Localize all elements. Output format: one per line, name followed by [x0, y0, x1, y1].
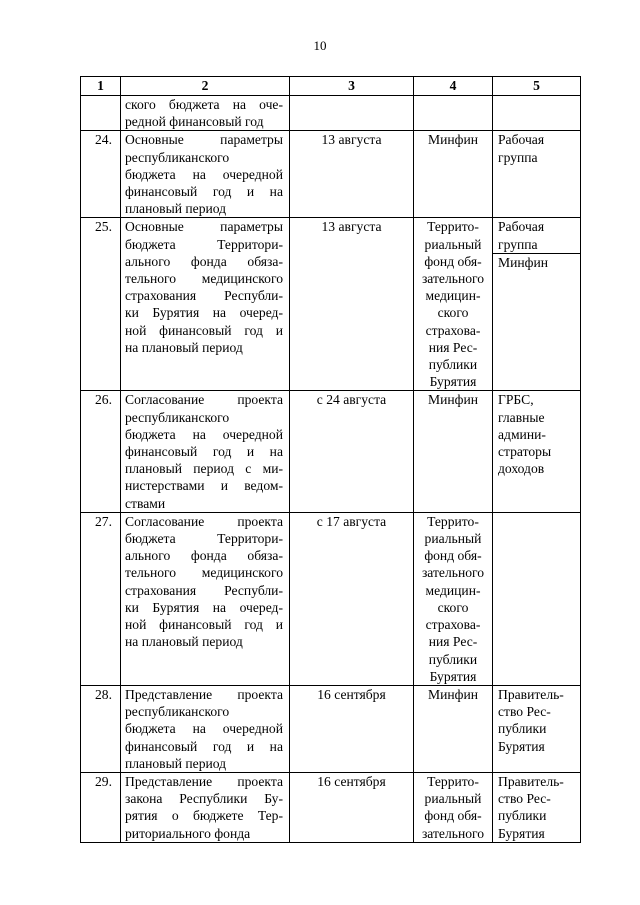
table-row — [81, 772, 581, 842]
description-line: тельного медицинского — [125, 271, 283, 287]
participants-line: админи- — [498, 426, 546, 442]
description-line: тельного медицинского — [125, 565, 283, 581]
participants-line: Правитель- — [498, 773, 564, 789]
executor-line: публики — [428, 357, 478, 373]
table-header — [81, 77, 581, 96]
row-participants — [493, 131, 581, 218]
participants-line: Бурятия — [498, 738, 545, 754]
header-col-2: 2 — [121, 77, 290, 96]
description-line: страхования Республи- — [125, 288, 283, 304]
executor-line: Террито- — [427, 219, 479, 235]
description-line: республиканского — [125, 149, 230, 165]
executor-line: Бурятия — [429, 374, 477, 390]
executor-line: страхова- — [425, 617, 481, 633]
header-row — [81, 77, 581, 96]
row-number: 24. — [81, 131, 121, 218]
schedule-table — [80, 76, 581, 843]
row-deadline — [290, 96, 414, 131]
row-executor — [414, 512, 493, 685]
description-line: Согласование проекта — [125, 513, 283, 529]
description-line: риториального фонда — [125, 825, 251, 841]
participants-line: страторы — [498, 444, 552, 460]
table-body — [81, 96, 581, 843]
row-description — [121, 131, 290, 218]
page-number: 10 — [313, 38, 327, 53]
row-number: 27. — [81, 512, 121, 685]
executor-line: медицин- — [425, 582, 481, 598]
description-line: нистерствами и ведом- — [125, 478, 283, 494]
row-deadline: 13 августа — [290, 131, 414, 218]
row-executor — [414, 772, 493, 842]
description-line: страхования Республи- — [125, 582, 283, 598]
row-participants — [493, 685, 581, 772]
description-line: редной финансовый год — [125, 114, 264, 130]
participants-line: главные — [498, 409, 545, 425]
participants-line: группа — [498, 236, 538, 252]
description-line: Представление проекта — [125, 686, 283, 702]
description-line: Согласование проекта — [125, 392, 283, 408]
row-description — [121, 685, 290, 772]
description-line: ной финансовый год и — [125, 322, 283, 338]
row-executor — [414, 685, 493, 772]
table-row — [81, 218, 581, 391]
executor-line: зательного — [421, 271, 485, 287]
row-participants — [493, 772, 581, 842]
description-line: бюджета на очередной — [125, 166, 283, 182]
row-participants — [493, 96, 581, 131]
row-deadline: с 17 августа — [290, 512, 414, 685]
row-participants — [493, 391, 581, 512]
executor-line: Бурятия — [429, 668, 477, 684]
executor-line: ского — [437, 599, 469, 615]
participants-line: Рабочая — [498, 132, 545, 148]
executor-line: страхова- — [425, 322, 481, 338]
executor-line: медицин- — [425, 288, 481, 304]
description-line: бюджета на очередной — [125, 426, 283, 442]
description-line: финансовый год и на — [125, 738, 283, 754]
executor-line: риальный — [424, 791, 482, 807]
row-description — [121, 512, 290, 685]
header-col-5: 5 — [493, 77, 581, 96]
header-col-4: 4 — [414, 77, 493, 96]
row-deadline: 16 сентября — [290, 772, 414, 842]
description-line: плановый период — [125, 755, 227, 771]
description-line: финансовый год и на — [125, 444, 283, 460]
description-line: на плановый период — [125, 339, 243, 355]
row-number: 28. — [81, 685, 121, 772]
row-participants — [493, 512, 581, 685]
executor-line: ского — [437, 305, 469, 321]
row-executor — [414, 218, 493, 391]
description-line: республиканского — [125, 704, 230, 720]
row-deadline: 13 августа — [290, 218, 414, 391]
row-description — [121, 96, 290, 131]
header-col-3: 3 — [290, 77, 414, 96]
description-line: ки Бурятия на очеред- — [125, 599, 283, 615]
description-line: бюджета Территори- — [125, 236, 283, 252]
executor-line: зательного — [421, 825, 485, 841]
header-col-1: 1 — [81, 77, 121, 96]
description-line: на плановый период — [125, 634, 243, 650]
participants-line: ство Рес- — [498, 791, 551, 807]
description-line: республиканского — [125, 409, 230, 425]
description-line: Основные параметры — [125, 219, 283, 235]
executor-line: Минфин — [428, 686, 478, 702]
executor-line: риальный — [424, 236, 482, 252]
participants-line: ство Рес- — [498, 704, 551, 720]
executor-line: ния Рес- — [428, 339, 478, 355]
description-line: плановый период — [125, 201, 227, 217]
description-line: закона Республики Бу- — [125, 791, 283, 807]
participants-line: публики — [498, 808, 547, 824]
description-line: Основные параметры — [125, 132, 283, 148]
participants-line: доходов — [498, 461, 545, 477]
executor-line: фонд обя- — [424, 808, 482, 824]
participants-top — [493, 218, 580, 253]
table-row — [81, 391, 581, 512]
description-line: рятия о бюджете Тер- — [125, 808, 283, 824]
description-line: ствами — [125, 495, 166, 511]
participants-line: публики — [498, 721, 547, 737]
description-line: плановый период с ми- — [125, 461, 283, 477]
executor-line: риальный — [424, 531, 482, 547]
executor-line: Минфин — [428, 132, 478, 148]
row-number — [81, 96, 121, 131]
executor-line: зательного — [421, 565, 485, 581]
row-deadline: 16 сентября — [290, 685, 414, 772]
participants-line: Правитель- — [498, 686, 564, 702]
description-line: ального фонда обяза- — [125, 548, 283, 564]
row-description — [121, 772, 290, 842]
row-deadline: с 24 августа — [290, 391, 414, 512]
row-executor — [414, 96, 493, 131]
description-line: финансовый год и на — [125, 184, 283, 200]
executor-line: Минфин — [428, 392, 478, 408]
participants-line: ГРБС, — [498, 392, 534, 408]
description-line: бюджета Территори- — [125, 531, 283, 547]
description-line: бюджета на очередной — [125, 721, 283, 737]
executor-line: фонд обя- — [424, 253, 482, 269]
executor-line: фонд обя- — [424, 548, 482, 564]
description-line: ной финансовый год и — [125, 617, 283, 633]
description-line: Представление проекта — [125, 773, 283, 789]
table-row — [81, 96, 581, 131]
executor-line: ния Рес- — [428, 634, 478, 650]
executor-line: публики — [428, 651, 478, 667]
description-line: ского бюджета на оче- — [125, 97, 283, 112]
executor-line: Террито- — [427, 773, 479, 789]
row-executor — [414, 131, 493, 218]
table-row — [81, 131, 581, 218]
participants-line: Бурятия — [498, 825, 545, 841]
description-line: ального фонда обяза- — [125, 253, 283, 269]
row-description — [121, 391, 290, 512]
row-participants — [493, 218, 581, 391]
row-number: 29. — [81, 772, 121, 842]
table-row — [81, 512, 581, 685]
row-executor — [414, 391, 493, 512]
table-row — [81, 685, 581, 772]
participants-line: Рабочая — [498, 219, 545, 235]
row-number: 25. — [81, 218, 121, 391]
participants-line: группа — [498, 149, 538, 165]
description-line: ки Бурятия на очеред- — [125, 305, 283, 321]
row-description — [121, 218, 290, 391]
participants-line: Минфин — [498, 254, 548, 270]
executor-line: Террито- — [427, 513, 479, 529]
row-number: 26. — [81, 391, 121, 512]
